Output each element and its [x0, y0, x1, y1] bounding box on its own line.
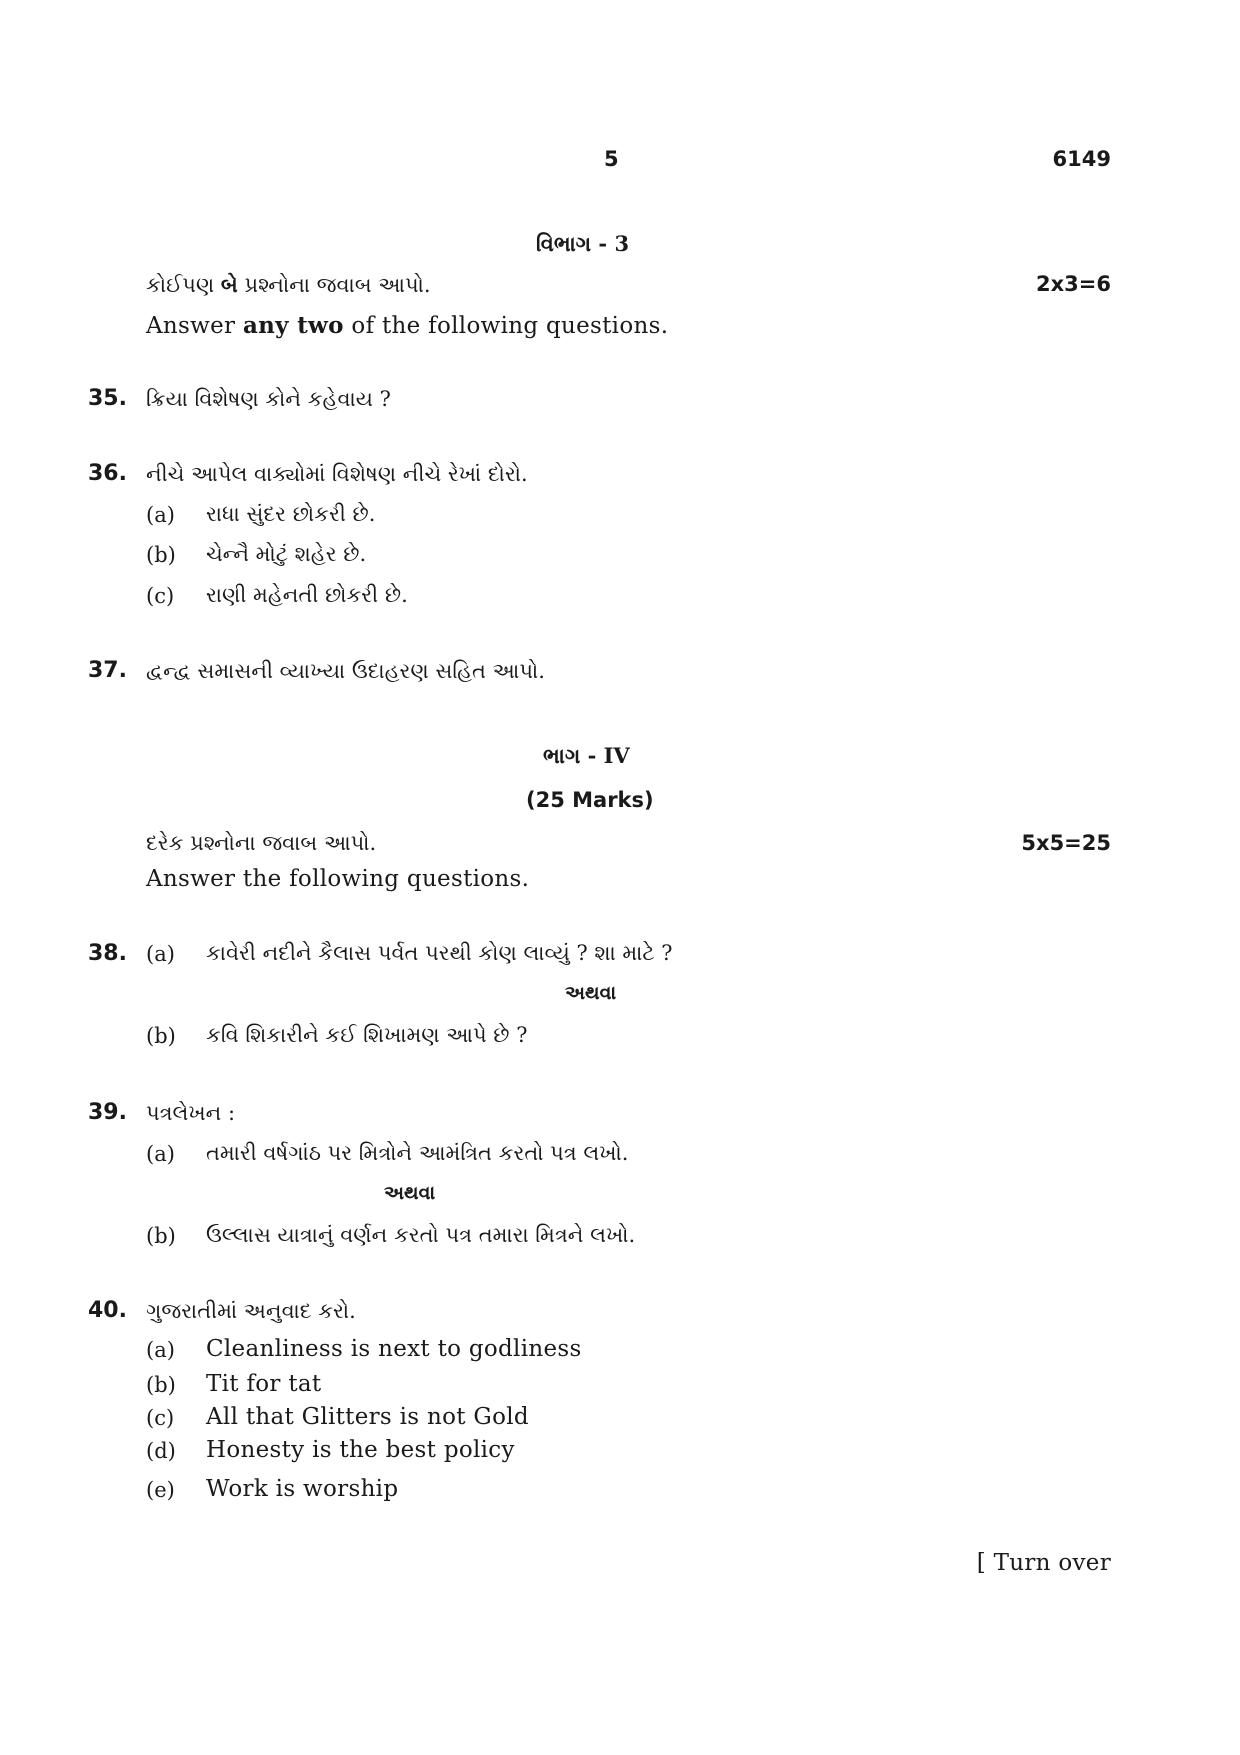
option-label: (e): [146, 1478, 175, 1502]
option-text: કવિ શિકારીને કઈ શિખામણ આપે છે ?: [206, 1023, 528, 1047]
paper-code: 6149: [1052, 147, 1111, 171]
option-text: Honesty is the best policy: [206, 1437, 515, 1463]
section-4-title: ભાગ - IV: [543, 743, 630, 768]
section-3-marks: 2x3=6: [1036, 272, 1111, 296]
section-4-marks-subtitle: (25 Marks): [526, 788, 654, 812]
option-text: તમારી વર્ષગાંઠ પર મિત્રોને આમંત્રિત કરતો પત્ર લખો.: [206, 1141, 629, 1165]
option-label: (b): [146, 1024, 176, 1048]
option-text: ઉલ્લાસ યાત્રાનું વર્ણન કરતો પત્ર તમારા મિત્રને લખો.: [206, 1223, 636, 1247]
section-4-instruction-english: Answer the following questions.: [146, 866, 530, 892]
question-number: 36.: [88, 461, 127, 486]
instruction-emphasis: બે: [220, 272, 238, 297]
section-3-instruction-english: [146, 312, 668, 339]
option-label: (a): [146, 503, 175, 527]
section-4-instruction-gujarati: દરેક પ્રશ્નોના જવાબ આપો.: [146, 831, 377, 855]
option-text: ચેન્નૈ મોટું શહેર છે.: [206, 542, 367, 566]
option-text: રાણી મહેનતી છોકરી છે.: [206, 583, 408, 607]
section-3-title: વિભાગ - 3: [536, 231, 630, 256]
instruction-text: of the following questions.: [343, 313, 669, 339]
option-text: રાધા સુંદર છોકરી છે.: [206, 502, 376, 526]
option-label: (c): [146, 1406, 175, 1430]
or-separator: અથવા: [565, 982, 617, 1004]
turn-over-note: [ Turn over: [976, 1550, 1111, 1576]
option-label: (a): [146, 1142, 175, 1166]
question-text: નીચે આપેલ વાક્યોમાં વિશેષણ નીચે રેખાં દોરો.: [146, 462, 528, 486]
instruction-emphasis: any two: [242, 312, 344, 339]
page-number: 5: [604, 147, 619, 171]
option-label: (a): [146, 942, 175, 966]
option-text: કાવેરી નદીને કૈલાસ પર્વત પરથી કોણ લાવ્યું ? શા માટે ?: [206, 941, 673, 965]
question-number: 37.: [88, 658, 127, 683]
instruction-text: પ્રશ્નોના જવાબ આપો.: [237, 273, 431, 297]
option-label: (d): [146, 1439, 176, 1463]
instruction-text: કોઈપણ: [146, 273, 221, 297]
question-text: પત્રલેખન :: [146, 1101, 236, 1125]
question-number: 38.: [88, 941, 127, 966]
instruction-text: Answer: [146, 313, 243, 339]
option-text: Tit for tat: [206, 1371, 322, 1397]
option-label: (a): [146, 1338, 175, 1362]
option-label: (b): [146, 1373, 176, 1397]
question-text: ક્રિયા વિશેષણ કોને કહેવાય ?: [146, 387, 391, 411]
question-number: 35.: [88, 386, 127, 411]
question-number: 40.: [88, 1298, 127, 1323]
section-3-instruction-gujarati: [146, 272, 431, 298]
option-label: (c): [146, 584, 175, 608]
section-4-marks: 5x5=25: [1021, 831, 1111, 855]
option-text: All that Glitters is not Gold: [206, 1404, 529, 1430]
option-label: (b): [146, 543, 176, 567]
or-separator: અથવા: [384, 1182, 436, 1204]
option-text: Cleanliness is next to godliness: [206, 1336, 582, 1362]
option-text: Work is worship: [206, 1476, 399, 1502]
question-number: 39.: [88, 1100, 127, 1125]
question-text: દ્વન્દ્વ સમાસની વ્યાખ્યા ઉદાહરણ સહિત આપો.: [146, 659, 545, 683]
option-label: (b): [146, 1224, 176, 1248]
question-text: ગુજરાતીમાં અનુવાદ કરો.: [146, 1299, 356, 1323]
